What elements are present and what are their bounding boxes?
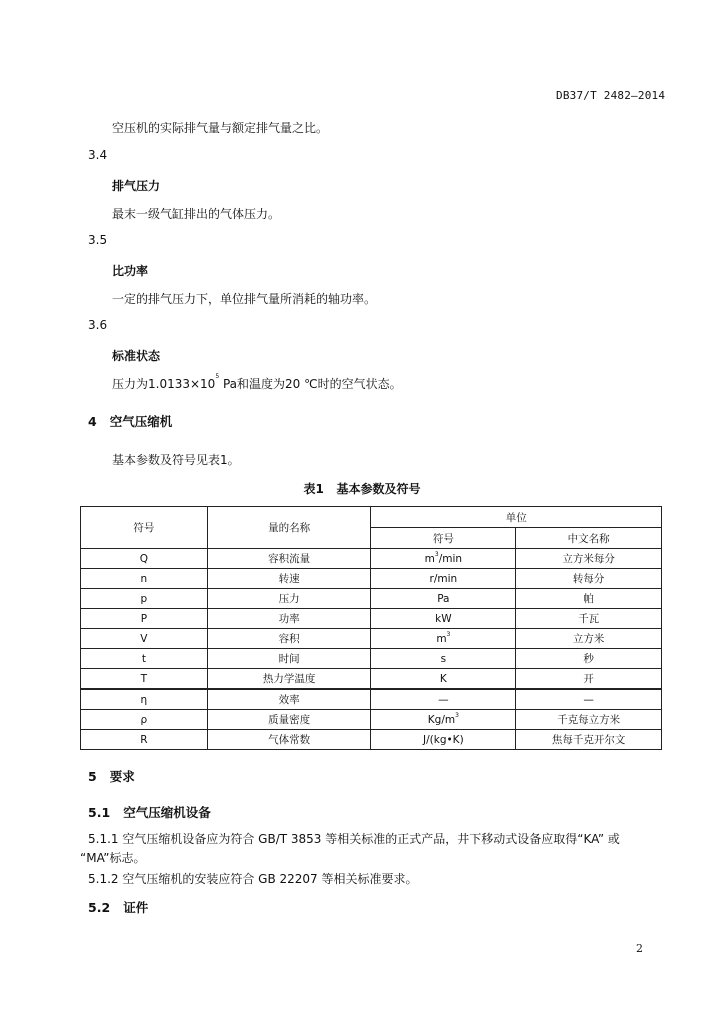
table-row: T 热力学温度 K 开 <box>81 669 662 690</box>
paragraph-ratio-definition: 空压机的实际排气量与额定排气量之比。 <box>112 121 329 135</box>
term-specific-power: 比功率 <box>112 264 149 278</box>
table-row: R 气体常数 J/(kg•K) 焦每千克开尔文 <box>81 730 662 750</box>
header-unit-chinese-name: 中文名称 <box>516 528 662 549</box>
definition-standard-state: 压力为$1.0133\times 10^5$ Pa和温度为20 ℃时的空气状态。 <box>112 373 402 391</box>
table-header-row <box>81 507 662 528</box>
clause-number-3-4: 3.4 <box>88 148 108 162</box>
header-quantity-name: 量的名称 <box>207 507 371 549</box>
definition-specific-power: 一定的排气压力下，单位排气量所消耗的轴功率。 <box>112 292 377 306</box>
clause-number-3-5: 3.5 <box>88 233 108 247</box>
table-row: V 容积 $m^3$ 立方米 <box>81 629 662 649</box>
term-standard-state: 标准状态 <box>112 349 161 363</box>
clause-5-1-1-line-1: 5.1.1 空气压缩机设备应为符合 GB/T 3853 等相关标准的正式产品，井下移动式设备应取得“KA” 或 <box>88 832 620 846</box>
header-unit: 单位 <box>371 507 662 528</box>
table-row: η 效率 — — <box>81 689 662 710</box>
definition-discharge-pressure: 最末一级气缸排出的气体压力。 <box>112 207 281 221</box>
term-discharge-pressure: 排气压力 <box>112 179 161 193</box>
clause-number-3-6: 3.6 <box>88 318 108 332</box>
table-row: t 时间 s 秒 <box>81 649 662 669</box>
clause-5-1-1-line-2: “MA”标志。 <box>80 851 146 865</box>
header-symbol: 符号 <box>81 507 208 549</box>
section-4-heading: 4 空气压缩机 <box>88 414 173 429</box>
parameters-table <box>80 506 662 750</box>
section-5-heading: 5 要求 <box>88 769 135 784</box>
standard-number: DB37/T 2482—2014 <box>556 89 666 102</box>
section-4-intro: 基本参数及符号见表1。 <box>112 453 240 467</box>
table-row: n 转速 r/min 转每分 <box>81 569 662 589</box>
clause-5-1-2: 5.1.2 空气压缩机的安装应符合 GB 22207 等相关标准要求。 <box>88 872 418 886</box>
table-row: p 压力 Pa 帕 <box>81 589 662 609</box>
table-row: P 功率 kW 千瓦 <box>81 609 662 629</box>
section-5-2-heading: 5.2 证件 <box>88 900 149 915</box>
table-row: Q 容积流量 $m^3/\min$ 立方米每分 <box>81 549 662 569</box>
section-5-1-heading: 5.1 空气压缩机设备 <box>88 805 211 820</box>
table-title: 表1 基本参数及符号 <box>303 482 421 496</box>
header-unit-symbol: 符号 <box>371 528 516 549</box>
page-number: 2 <box>636 942 643 955</box>
table-row: ρ 质量密度 $Kg/m^3$ 千克每立方米 <box>81 710 662 730</box>
